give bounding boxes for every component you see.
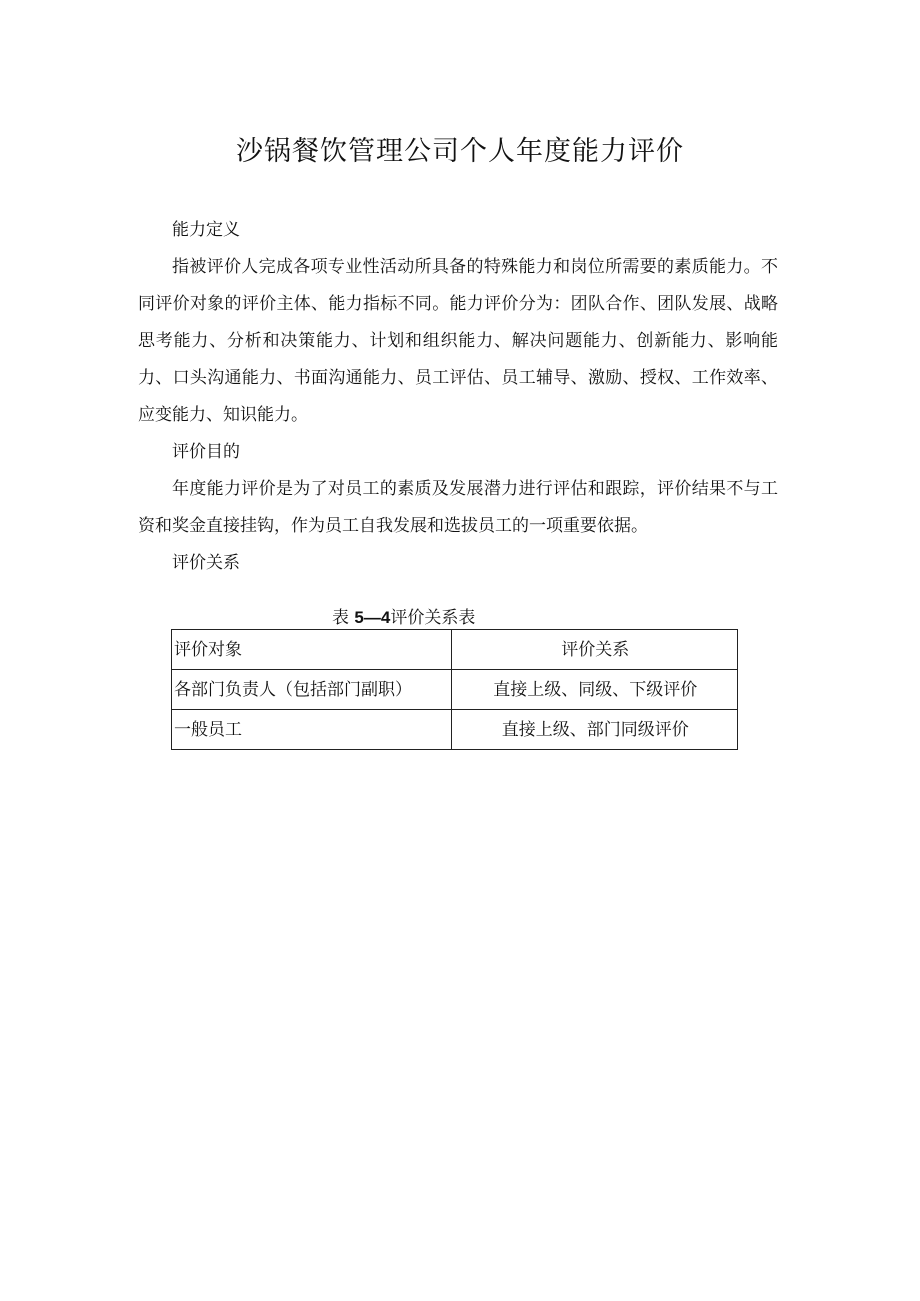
table-caption-number: 5—4 <box>354 608 391 627</box>
section-heading-definition: 能力定义 <box>172 220 240 240</box>
table-cell: 一般员工 <box>172 710 452 750</box>
table-caption-prefix: 表 <box>332 608 349 628</box>
table-cell: 直接上级、部门同级评价 <box>451 710 737 750</box>
table-header-cell: 评价关系 <box>451 630 737 670</box>
table-row <box>172 710 738 750</box>
section-body-definition: 指被评价人完成各项专业性活动所具备的特殊能力和岗位所需要的素质能力。不同评价对象的评价主体、能力指标不同。能力评价分为：团队合作、团队发展、战略思考能力、分析和决策能力、计划和组织能力、解决问题能力、创新能力、影响能力、口头沟通能力、书面沟通能力、员工评估、员工辅导、激励、授权、工作效率、应变能力、知识能力。 <box>138 257 778 425</box>
section-heading-purpose: 评价目的 <box>172 442 240 462</box>
document-body <box>138 212 778 582</box>
table-caption <box>332 605 475 631</box>
section-body-purpose: 年度能力评价是为了对员工的素质及发展潜力进行评估和跟踪，评价结果不与工资和奖金直接挂钩，作为员工自我发展和选拔员工的一项重要依据。 <box>138 479 778 536</box>
table-row <box>172 670 738 710</box>
page-title: 沙锅餐饮管理公司个人年度能力评价 <box>236 136 684 167</box>
evaluation-relationship-table <box>171 629 738 750</box>
section-heading-relationship: 评价关系 <box>172 553 240 573</box>
table-header-cell: 评价对象 <box>172 630 452 670</box>
table-cell: 各部门负责人（包括部门副职） <box>172 670 452 710</box>
table-header-row <box>172 630 738 670</box>
table-caption-title: 评价关系表 <box>390 608 476 628</box>
table-cell: 直接上级、同级、下级评价 <box>451 670 737 710</box>
